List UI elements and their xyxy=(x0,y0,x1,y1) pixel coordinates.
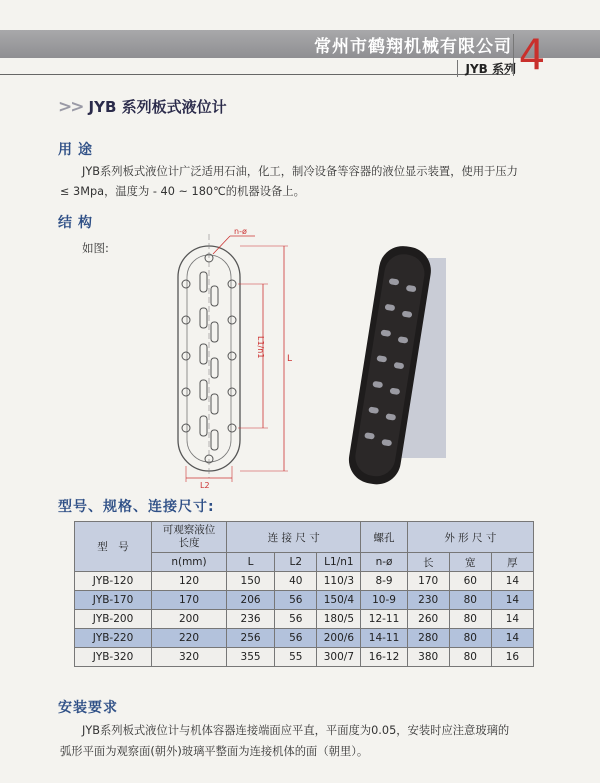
table-row: JYB-200 200 236 56 180/5 12-11 260 80 14 xyxy=(75,610,534,629)
spec-heading: 型号、规格、连接尺寸: xyxy=(58,499,215,515)
col-length: 长 xyxy=(407,553,449,572)
product-photo xyxy=(340,240,450,490)
col-view-length: 可观察液位 长度 xyxy=(152,522,227,553)
bolt-holes xyxy=(182,254,236,463)
usage-line-1: JYB系列板式液位计广泛适用石油，化工，制冷设备等容器的液位显示装置，使用于压力 xyxy=(82,165,518,178)
usage-heading: 用途 xyxy=(58,142,98,158)
series-tag: JYB 系列 xyxy=(457,60,516,77)
table-row: JYB-170 170 206 56 150/4 10-9 230 80 14 xyxy=(75,591,534,610)
col-outer: 外 形 尺 寸 xyxy=(407,522,533,553)
spec-table xyxy=(74,521,534,667)
install-line-1: JYB系列板式液位计与机体容器连接端面应平直，平面度为0.05，安装时应注意玻璃的 xyxy=(82,724,510,737)
plate-inner-outline xyxy=(187,255,231,462)
usage-line-2: ≤ 3Mpa，温度为 - 40 ~ 180℃的机器设备上。 xyxy=(60,185,305,198)
col-connection: 连 接 尺 寸 xyxy=(226,522,360,553)
col-L2: L2 xyxy=(275,553,317,572)
col-model: 型 号 xyxy=(75,522,152,572)
company-name: 常州市鹤翔机械有限公司 xyxy=(314,37,512,57)
col-bolt: 螺孔 xyxy=(361,522,407,553)
col-n-phi: n-ø xyxy=(361,553,407,572)
dim-label-L1n1: L1/n1 xyxy=(256,336,265,359)
title-text: JYB 系列板式液位计 xyxy=(88,98,227,116)
col-view-unit: n(mm) xyxy=(152,553,227,572)
structure-heading: 结构 xyxy=(58,215,98,231)
technical-drawing xyxy=(160,226,320,488)
header-divider xyxy=(0,74,510,75)
install-heading: 安装要求 xyxy=(58,700,118,716)
table-row: JYB-220 220 256 56 200/6 14-11 280 80 14 xyxy=(75,629,534,648)
install-line-2: 弧形平面为观察面(朝外)玻璃平整面为连接机体的面（朝里）。 xyxy=(60,745,369,758)
col-thickness: 厚 xyxy=(491,553,533,572)
hole-label: n-ø xyxy=(234,227,247,236)
title-arrows: >> xyxy=(58,97,83,117)
page-title xyxy=(58,96,227,117)
structure-note: 如图: xyxy=(82,241,109,255)
table-row: JYB-320 320 355 55 300/7 16-12 380 80 16 xyxy=(75,648,534,667)
install-text xyxy=(60,720,560,762)
dim-label-L: L xyxy=(287,354,293,364)
page-number: 4 xyxy=(513,34,550,76)
col-L1n1: L1/n1 xyxy=(317,553,361,572)
col-L: L xyxy=(226,553,274,572)
dim-label-L2: L2 xyxy=(200,481,210,488)
table-row: JYB-120 120 150 40 110/3 8-9 170 60 14 xyxy=(75,572,534,591)
col-width: 宽 xyxy=(449,553,491,572)
